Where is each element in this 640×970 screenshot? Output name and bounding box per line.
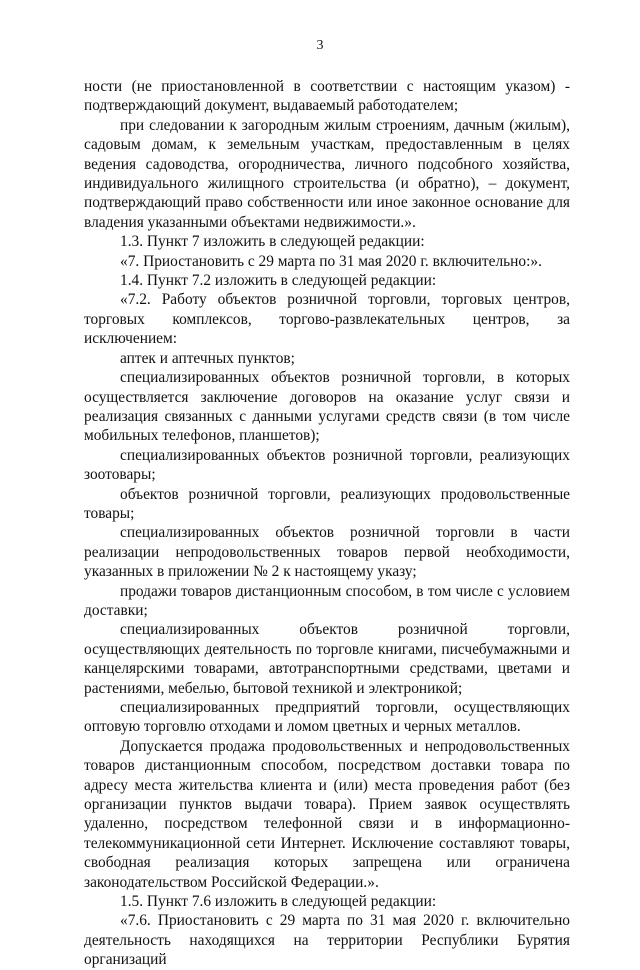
paragraph-8: специализированных объектов розничной торговли, в которых осуществляется заключение договоров на оказание услуг связи и реализация связанных с данными услугами средств связи (в том числе мобильных телефонов, планшетов); xyxy=(84,369,570,445)
paragraph-13: специализированных объектов розничной торговли, осуществляющих деятельность по торговле книгами, писчебумажными и канцелярскими товарами, автотранспортными средствами, цветами и растениями, мебелью, бытовой техникой и электроникой; xyxy=(84,621,570,697)
paragraph-11: специализированных объектов розничной торговли в части реализации непродовольственных товаров первой необходимости, указанных в приложении № 2 к настоящему указу; xyxy=(84,524,570,581)
paragraph-2: при следовании к загородным жилым строениям, дачным (жилым), садовым домам, к земельным участкам, предоставленным в целях ведения садоводства, огородничества, личного подсобного хозяйства, индивидуального жилищного строительства (и обратно), – документ, подтверждающий право собственности или иное законное основание для владения указанными объектами недвижимости.». xyxy=(84,116,570,231)
document-body xyxy=(84,77,570,970)
paragraph-9: специализированных объектов розничной торговли, реализующих зоотовары; xyxy=(84,446,570,484)
paragraph-1: ности (не приостановленной в соответствии с настоящим указом) - подтверждающий документ, выдаваемый работодателем; xyxy=(84,78,570,115)
page-number: 3 xyxy=(316,38,324,53)
paragraph-10: объектов розничной торговли, реализующих продовольственные товары; xyxy=(84,485,570,522)
paragraph-4: «7. Приостановить с 29 марта по 31 мая 2020 г. включительно:». xyxy=(120,252,542,270)
paragraph-14: специализированных предприятий торговли, осуществляющих оптовую торговлю отходами и ломом цветных и черных металлов. xyxy=(84,699,570,736)
paragraph-15: Допускается продажа продовольственных и непродовольственных товаров дистанционным способом, посредством доставки товара по адресу места жительства клиента и (или) места проведения работ (без организации пунктов выдачи товара). Прием заявок осуществлять удаленно, посредством телефонной связи и в информационно-телекоммуникационной сети Интернет. Исключение составляют товары, свободная реализация которых запрещена или ограничена законодательством Российской Федерации.». xyxy=(84,737,570,891)
paragraph-5: 1.4. Пункт 7.2 изложить в следующей редакции: xyxy=(120,272,437,290)
paragraph-6: «7.2. Работу объектов розничной торговли, торговых центров, торговых комплексов, торгово-развлекательных центров, за исключением: xyxy=(84,291,570,348)
paragraph-3: 1.3. Пункт 7 изложить в следующей редакции: xyxy=(120,233,425,251)
paragraph-17: «7.6. Приостановить с 29 марта по 31 мая 2020 г. включительно деятельность находящихся на территории Республики Бурятия организаций xyxy=(84,912,570,969)
paragraph-7: аптек и аптечных пунктов; xyxy=(120,349,295,367)
paragraph-12: продажи товаров дистанционным способом, в том числе с условием доставки; xyxy=(84,582,570,619)
paragraph-16: 1.5. Пункт 7.6 изложить в следующей редакции: xyxy=(120,893,437,911)
